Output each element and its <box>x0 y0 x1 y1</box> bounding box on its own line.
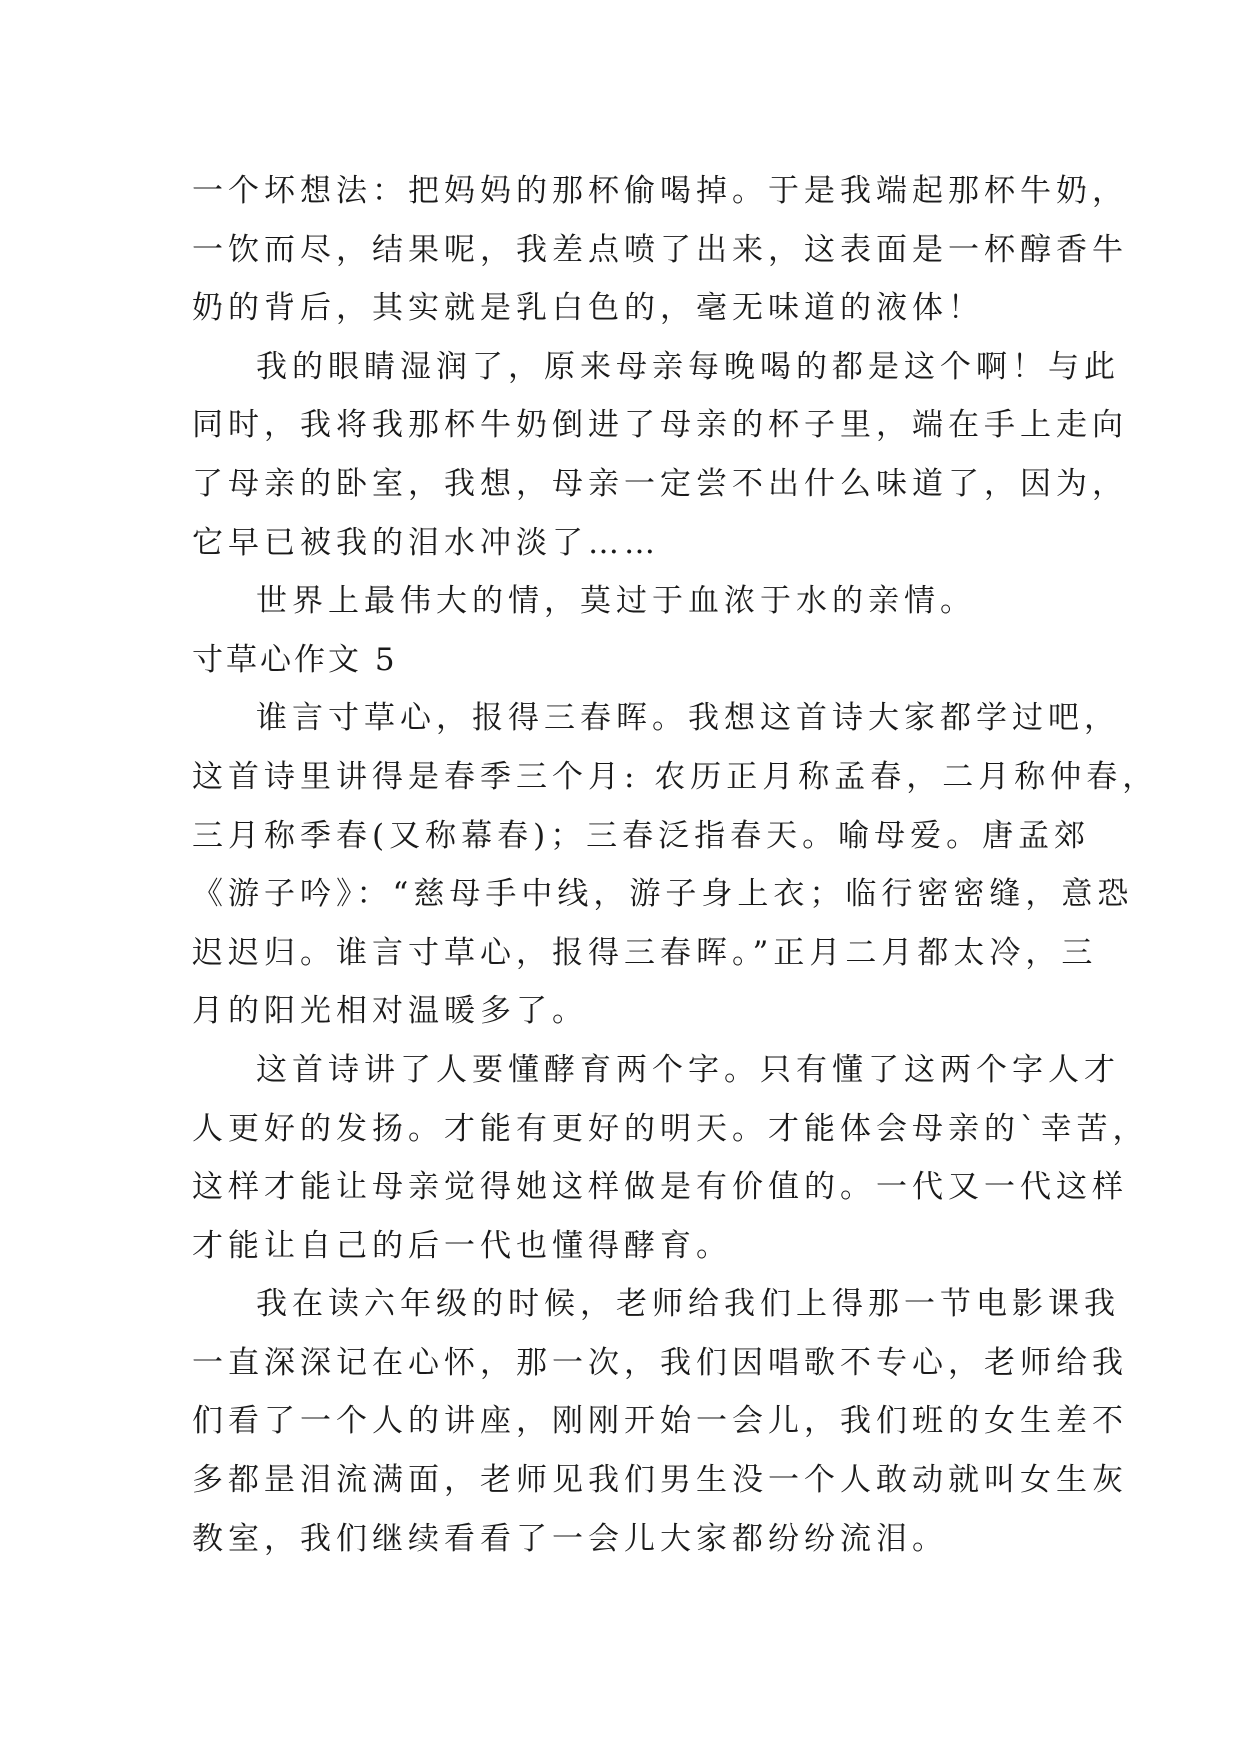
document-body <box>192 162 1159 1568</box>
text-line: 教室，我们继续看看了一会儿大家都纷纷流泪。 <box>192 1520 948 1557</box>
text-line: 多都昰泪流满面，老师见我们男生没一个人敢动就叫女生灰 <box>192 1462 1128 1499</box>
text-line: 了母亲的卧室，我想，母亲一定尝不出什么味道了，因为， <box>192 465 1128 502</box>
section-heading: 寸草心作文 5 <box>192 641 398 678</box>
text-line: 这样才能让母亲觉得她这样做是有价值的。一代又一代这样 <box>192 1169 1128 1206</box>
text-line: 月的阳光相对温暖多了。 <box>192 993 588 1030</box>
paragraph-start: 我的眼睛湿润了，原来母亲每晚喝的都是这个啊！与此 <box>256 348 1120 385</box>
text-line: 才能让自己的后一代也懂得酵育。 <box>192 1227 732 1264</box>
text-line: 《游子吟》：“慈母手中线，游子身上衣；临行密密缝，意恐 <box>192 876 1134 913</box>
text-line: 们看了一个人的讲座，刚刚开始一会儿，我们班的女生差不 <box>192 1403 1128 1440</box>
text-line: 它早已被我的泪水冲淡了…… <box>192 524 660 561</box>
text-line: 同时，我将我那杯牛奶倒进了母亲的杯子里，端在手上走向 <box>192 407 1128 444</box>
paragraph-start: 这首诗讲了人要懂酵育两个字。只有懂了这两个字人才 <box>256 1051 1120 1088</box>
text-line: 这首诗里讲得是春季三个月: 农历正月称孟春，二月称仲春， <box>192 758 1159 795</box>
text-line: 人更好的发扬。才能有更好的明天。才能体会母亲的`幸苦， <box>192 1110 1149 1147</box>
text-line: 奶的背后，其实就是乳白色的，毫无味道的液体！ <box>192 290 984 327</box>
text-line: 一个坏想法：把妈妈的那杯偷喝掉。于是我端起那杯牛奶， <box>192 173 1128 209</box>
text-line: 一直深深记在心怀，那一次，我们因唱歌不专心，老师给我 <box>192 1344 1128 1381</box>
paragraph-start: 谁言寸草心，报得三春晖。我想这首诗大家都学过吧， <box>256 700 1120 737</box>
paragraph-start: 我在读六年级的时候，老师给我们上得那一节电影课我 <box>256 1286 1120 1323</box>
text-line: 三月称季春(又称幕春)；三春泛指春天。喻母爱。唐孟郊 <box>192 817 1091 854</box>
paragraph-start: 世界上最伟大的情，莫过于血浓于水的亲情。 <box>256 583 976 620</box>
text-line: 一饮而尽，结果呢，我差点喷了出来，这表面是一杯醇香牛 <box>192 231 1128 268</box>
text-line: 迟迟归。谁言寸草心，报得三春晖。”正月二月都太冷，三 <box>192 934 1098 971</box>
